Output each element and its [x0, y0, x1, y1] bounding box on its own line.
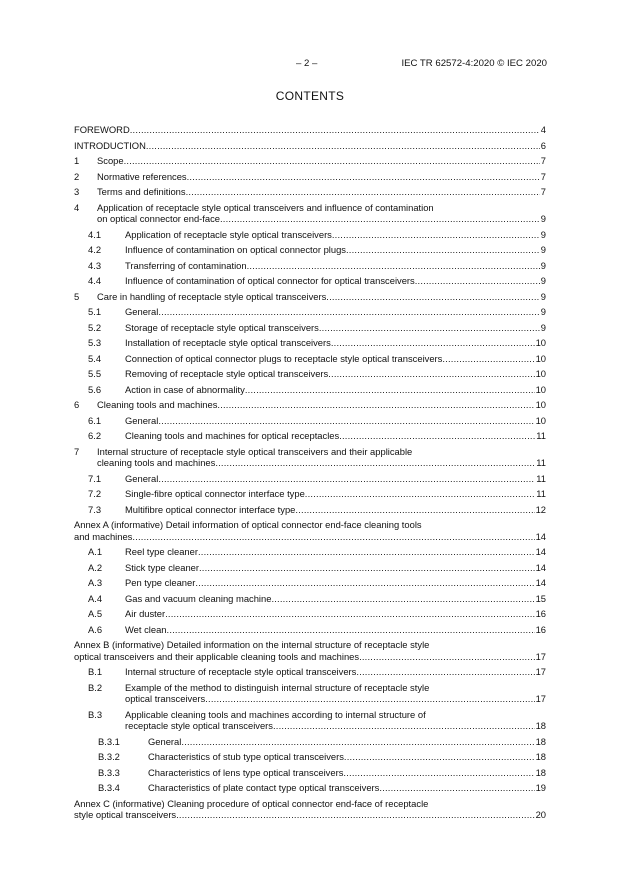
dot-leader [247, 260, 540, 272]
toc-entry[interactable] [74, 639, 546, 662]
dot-leader [146, 140, 540, 152]
toc-entry[interactable] [74, 155, 546, 167]
toc-page-number: 19 [535, 782, 546, 793]
toc-entry-title: General [125, 414, 159, 426]
toc-entry-title: Cleaning tools and machines for optical receptacles [125, 430, 340, 441]
page-number: – 2 – [296, 58, 318, 69]
toc-entry-title: Application of receptacle style optical transceivers [125, 228, 332, 240]
toc-entry-number: A.2 [88, 561, 103, 573]
dot-leader [158, 415, 534, 427]
toc-entry[interactable] [74, 577, 546, 589]
toc-entry-title: Scope [97, 155, 124, 166]
dot-leader [344, 751, 535, 763]
toc-entry-number: 7 [74, 445, 80, 457]
toc-entry[interactable] [74, 446, 546, 469]
toc-page-number: 7 [540, 170, 546, 182]
toc-entry-title: Annex A (informative) Detail information of optical connector end-face cleaning tools [74, 519, 422, 530]
toc-page-number: 14 [535, 546, 546, 557]
toc-page-number: 14 [535, 530, 546, 542]
toc-entry-number: A.1 [88, 546, 103, 557]
toc-entry-title: FOREWORD [74, 124, 130, 135]
dot-leader [326, 291, 539, 303]
toc-page-number: 4 [540, 124, 546, 135]
dot-leader [359, 651, 534, 663]
toc-entry-title: Annex B (informative) Detailed information on the internal structure of receptacle style [74, 639, 430, 650]
toc-entry[interactable] [74, 186, 546, 198]
toc-page-number: 12 [535, 503, 546, 515]
toc-entry[interactable] [74, 124, 546, 136]
toc-entry-title: Stick type cleaner [125, 561, 199, 573]
toc-page-number: 11 [536, 488, 546, 499]
dot-leader [199, 562, 535, 574]
toc-entry-title: Multifibre optical connector interface type [125, 503, 296, 515]
toc-entry-title: Pen type cleaner [125, 577, 196, 588]
dot-leader [158, 473, 535, 485]
dot-leader [379, 782, 534, 794]
toc-entry-number: B.3.3 [98, 766, 120, 778]
toc-page-number: 9 [540, 213, 546, 224]
toc-page-number: 9 [540, 259, 546, 271]
toc-entry-title: Internal structure of receptacle style optical transceivers and their applicable [97, 445, 413, 457]
toc-entry[interactable] [74, 384, 546, 396]
dot-leader [187, 171, 540, 183]
toc-entry-title: Reel type cleaner [125, 546, 198, 557]
dot-leader [332, 229, 540, 241]
toc-entry-number: A.6 [88, 623, 103, 635]
toc-entry-number: B.3.2 [98, 751, 120, 762]
toc-entry-title: Single-fibre optical connector interface type [125, 488, 305, 499]
toc-entry[interactable] [74, 767, 546, 779]
toc-page-number: 9 [540, 228, 546, 240]
toc-entry-number: 4.1 [88, 228, 102, 240]
toc-entry-number: 5.6 [88, 383, 102, 395]
toc-page-number: 11 [536, 430, 546, 441]
toc-entry[interactable] [74, 275, 546, 287]
toc-entry-title: Connection of optical connector plugs to receptacle style optical transceivers [125, 352, 443, 364]
toc-page-number: 9 [540, 244, 546, 255]
dot-leader [186, 186, 540, 198]
toc-page-number: 6 [540, 139, 546, 151]
toc-entry[interactable] [74, 504, 546, 516]
dot-leader [415, 275, 540, 287]
toc-page-number: 17 [535, 693, 546, 704]
toc-entry-number: 5.5 [88, 368, 102, 379]
toc-entry-title: General [125, 472, 159, 484]
toc-entry-title: Action in case of abnormality [125, 383, 245, 395]
toc-entry-number: 5.3 [88, 337, 102, 348]
dot-leader [271, 593, 534, 605]
toc-entry[interactable] [74, 709, 546, 732]
toc-entry-number: 5.2 [88, 321, 102, 333]
toc-entry-number: A.4 [88, 592, 103, 604]
toc-page-number: 15 [535, 592, 546, 604]
toc-entry[interactable] [74, 736, 546, 748]
table-of-contents [74, 124, 546, 825]
toc-page-number: 17 [535, 650, 546, 662]
toc-page-number: 9 [540, 290, 546, 302]
dot-leader [215, 457, 535, 469]
dot-leader [328, 368, 534, 380]
toc-page-number: 14 [535, 577, 546, 588]
toc-entry[interactable] [74, 202, 546, 225]
dot-leader [319, 322, 540, 334]
dot-leader [305, 488, 535, 500]
toc-entry-title: General [125, 306, 159, 317]
toc-entry-title: Wet clean [125, 623, 167, 635]
toc-entry-title: Cleaning tools and machines [97, 399, 218, 410]
toc-page-number: 10 [535, 368, 546, 379]
toc-page-number: 18 [535, 735, 546, 747]
toc-entry-number: 6.1 [88, 414, 102, 426]
toc-entry-number: 6.2 [88, 430, 102, 441]
toc-page-number: 10 [535, 352, 546, 364]
toc-entry[interactable] [74, 337, 546, 349]
toc-entry[interactable] [74, 562, 546, 574]
toc-page-number: 17 [535, 666, 546, 677]
toc-entry-number: B.3.1 [98, 735, 120, 747]
toc-entry[interactable] [74, 608, 546, 620]
dot-leader [158, 306, 539, 318]
toc-entry-title-continued: optical transceivers [125, 693, 206, 704]
page-header [0, 58, 620, 72]
toc-entry[interactable] [74, 473, 546, 485]
dot-leader [176, 809, 534, 821]
toc-page-number: 11 [536, 472, 546, 484]
toc-page-number: 9 [540, 321, 546, 333]
toc-entry[interactable] [74, 229, 546, 241]
toc-entry-title-continued: and machines [74, 530, 133, 542]
toc-page-number: 11 [536, 457, 546, 468]
toc-entry[interactable] [74, 430, 546, 442]
toc-page-number: 9 [540, 306, 546, 317]
toc-entry[interactable] [74, 244, 546, 256]
toc-page-number: 10 [535, 337, 546, 348]
toc-entry-number: 2 [74, 170, 80, 182]
dot-leader [217, 399, 534, 411]
toc-entry-title: Transferring of contamination [125, 259, 247, 271]
dot-leader [181, 736, 534, 748]
toc-entry-number: 4.4 [88, 275, 102, 286]
toc-entry[interactable] [74, 322, 546, 334]
toc-entry-title: Installation of receptacle style optical transceivers [125, 337, 331, 348]
toc-entry-title-continued: receptacle style optical transceivers [125, 720, 273, 731]
toc-entry-number: 5.4 [88, 352, 102, 364]
dot-leader [273, 720, 535, 732]
toc-entry-number: 7.3 [88, 503, 102, 515]
toc-entry[interactable] [74, 798, 546, 821]
toc-entry[interactable] [74, 260, 546, 272]
toc-entry-title: Application of receptacle style optical transceivers and influence of contamination [97, 201, 434, 213]
toc-entry-title: INTRODUCTION [74, 139, 146, 151]
toc-entry-number: 4.3 [88, 259, 102, 271]
toc-page-number: 7 [540, 186, 546, 197]
toc-entry-title: Normative references [97, 170, 187, 182]
toc-entry-title-continued: on optical connector end-face [97, 213, 220, 224]
toc-entry-title: Applicable cleaning tools and machines according to internal structure of [125, 708, 426, 720]
toc-page-number: 7 [540, 155, 546, 166]
dot-leader [442, 353, 534, 365]
toc-page-number: 20 [535, 809, 546, 820]
toc-entry-number: 3 [74, 186, 80, 197]
dot-leader [124, 155, 540, 167]
toc-entry-number: B.1 [88, 666, 103, 677]
toc-entry[interactable] [74, 546, 546, 558]
dot-leader [356, 666, 534, 678]
toc-entry-title: General [148, 735, 182, 747]
dot-leader [195, 577, 534, 589]
toc-entry-title: Influence of contamination on optical connector plugs [125, 244, 346, 255]
toc-entry-number: 5 [74, 290, 80, 302]
toc-entry-number: B.3 [88, 708, 103, 720]
toc-entry[interactable] [74, 682, 546, 705]
dot-leader [198, 546, 535, 558]
toc-entry-number: 4 [74, 201, 80, 213]
toc-entry[interactable] [74, 666, 546, 678]
toc-entry-number: A.5 [88, 608, 103, 619]
toc-entry-title: Characteristics of stub type optical transceivers [148, 751, 344, 762]
dot-leader [220, 213, 540, 225]
toc-entry-number: A.3 [88, 577, 103, 588]
toc-entry-title: Influence of contamination of optical connector for optical transceivers [125, 275, 415, 286]
toc-entry-number: 5.1 [88, 306, 102, 317]
dot-leader [339, 430, 535, 442]
toc-entry[interactable] [74, 368, 546, 380]
toc-entry-title: Characteristics of lens type optical transceivers [148, 766, 344, 778]
toc-entry-title: Annex C (informative) Cleaning procedure of optical connector end-face of receptacle [74, 797, 429, 809]
toc-entry[interactable] [74, 399, 546, 411]
toc-entry[interactable] [74, 782, 546, 794]
dot-leader [132, 531, 534, 543]
toc-entry-title: Care in handling of receptacle style optical transceivers [97, 290, 327, 302]
toc-entry[interactable] [74, 140, 546, 152]
dot-leader [331, 337, 535, 349]
toc-page-number: 9 [540, 275, 546, 286]
dot-leader [205, 693, 534, 705]
toc-entry-title: Air duster [125, 608, 166, 619]
dot-leader [343, 767, 534, 779]
toc-entry[interactable] [74, 415, 546, 427]
toc-page-number: 18 [535, 720, 546, 731]
dot-leader [165, 608, 534, 620]
toc-entry[interactable] [74, 624, 546, 636]
toc-entry[interactable] [74, 291, 546, 303]
toc-page-number: 10 [535, 399, 546, 410]
toc-entry[interactable] [74, 751, 546, 763]
dot-leader [130, 124, 540, 136]
toc-entry-number: 1 [74, 155, 80, 166]
toc-entry-number: 7.1 [88, 472, 102, 484]
toc-page-number: 16 [535, 608, 546, 619]
toc-entry[interactable] [74, 488, 546, 500]
toc-entry-title: Example of the method to distinguish internal structure of receptacle style [125, 681, 430, 693]
page-title: CONTENTS [275, 89, 345, 103]
dot-leader [346, 244, 540, 256]
toc-entry-title: Removing of receptacle style optical transceivers [125, 368, 329, 379]
toc-entry[interactable] [74, 171, 546, 183]
toc-page-number: 16 [535, 623, 546, 635]
toc-entry-title-continued: cleaning tools and machines [97, 457, 216, 468]
toc-entry-title-continued: style optical transceivers [74, 809, 177, 820]
toc-entry-title: Storage of receptacle style optical transceivers [125, 321, 319, 333]
dot-leader [245, 384, 535, 396]
dot-leader [295, 504, 534, 516]
toc-entry-number: B.2 [88, 681, 103, 693]
toc-page-number: 18 [535, 751, 546, 762]
toc-page-number: 10 [535, 414, 546, 426]
toc-page-number: 18 [535, 766, 546, 778]
toc-page-number: 10 [535, 383, 546, 395]
dot-leader [167, 624, 535, 636]
toc-entry-title: Gas and vacuum cleaning machine [125, 592, 272, 604]
toc-entry[interactable] [74, 306, 546, 318]
toc-entry[interactable] [74, 593, 546, 605]
toc-entry-title: Internal structure of receptacle style optical transceivers [125, 666, 357, 677]
toc-entry-number: 7.2 [88, 488, 102, 499]
toc-entry[interactable] [74, 353, 546, 365]
document-id: IEC TR 62572-4:2020 © IEC 2020 [401, 58, 547, 69]
toc-entry[interactable] [74, 519, 546, 542]
toc-entry-number: 6 [74, 399, 80, 410]
toc-page-number: 14 [535, 561, 546, 573]
toc-entry-number: B.3.4 [98, 782, 120, 793]
toc-entry-title-continued: optical transceivers and their applicable cleaning tools and machines [74, 650, 360, 662]
toc-entry-title: Terms and definitions [97, 186, 186, 197]
toc-entry-title: Characteristics of plate contact type optical transceivers [148, 782, 380, 793]
toc-entry-number: 4.2 [88, 244, 102, 255]
